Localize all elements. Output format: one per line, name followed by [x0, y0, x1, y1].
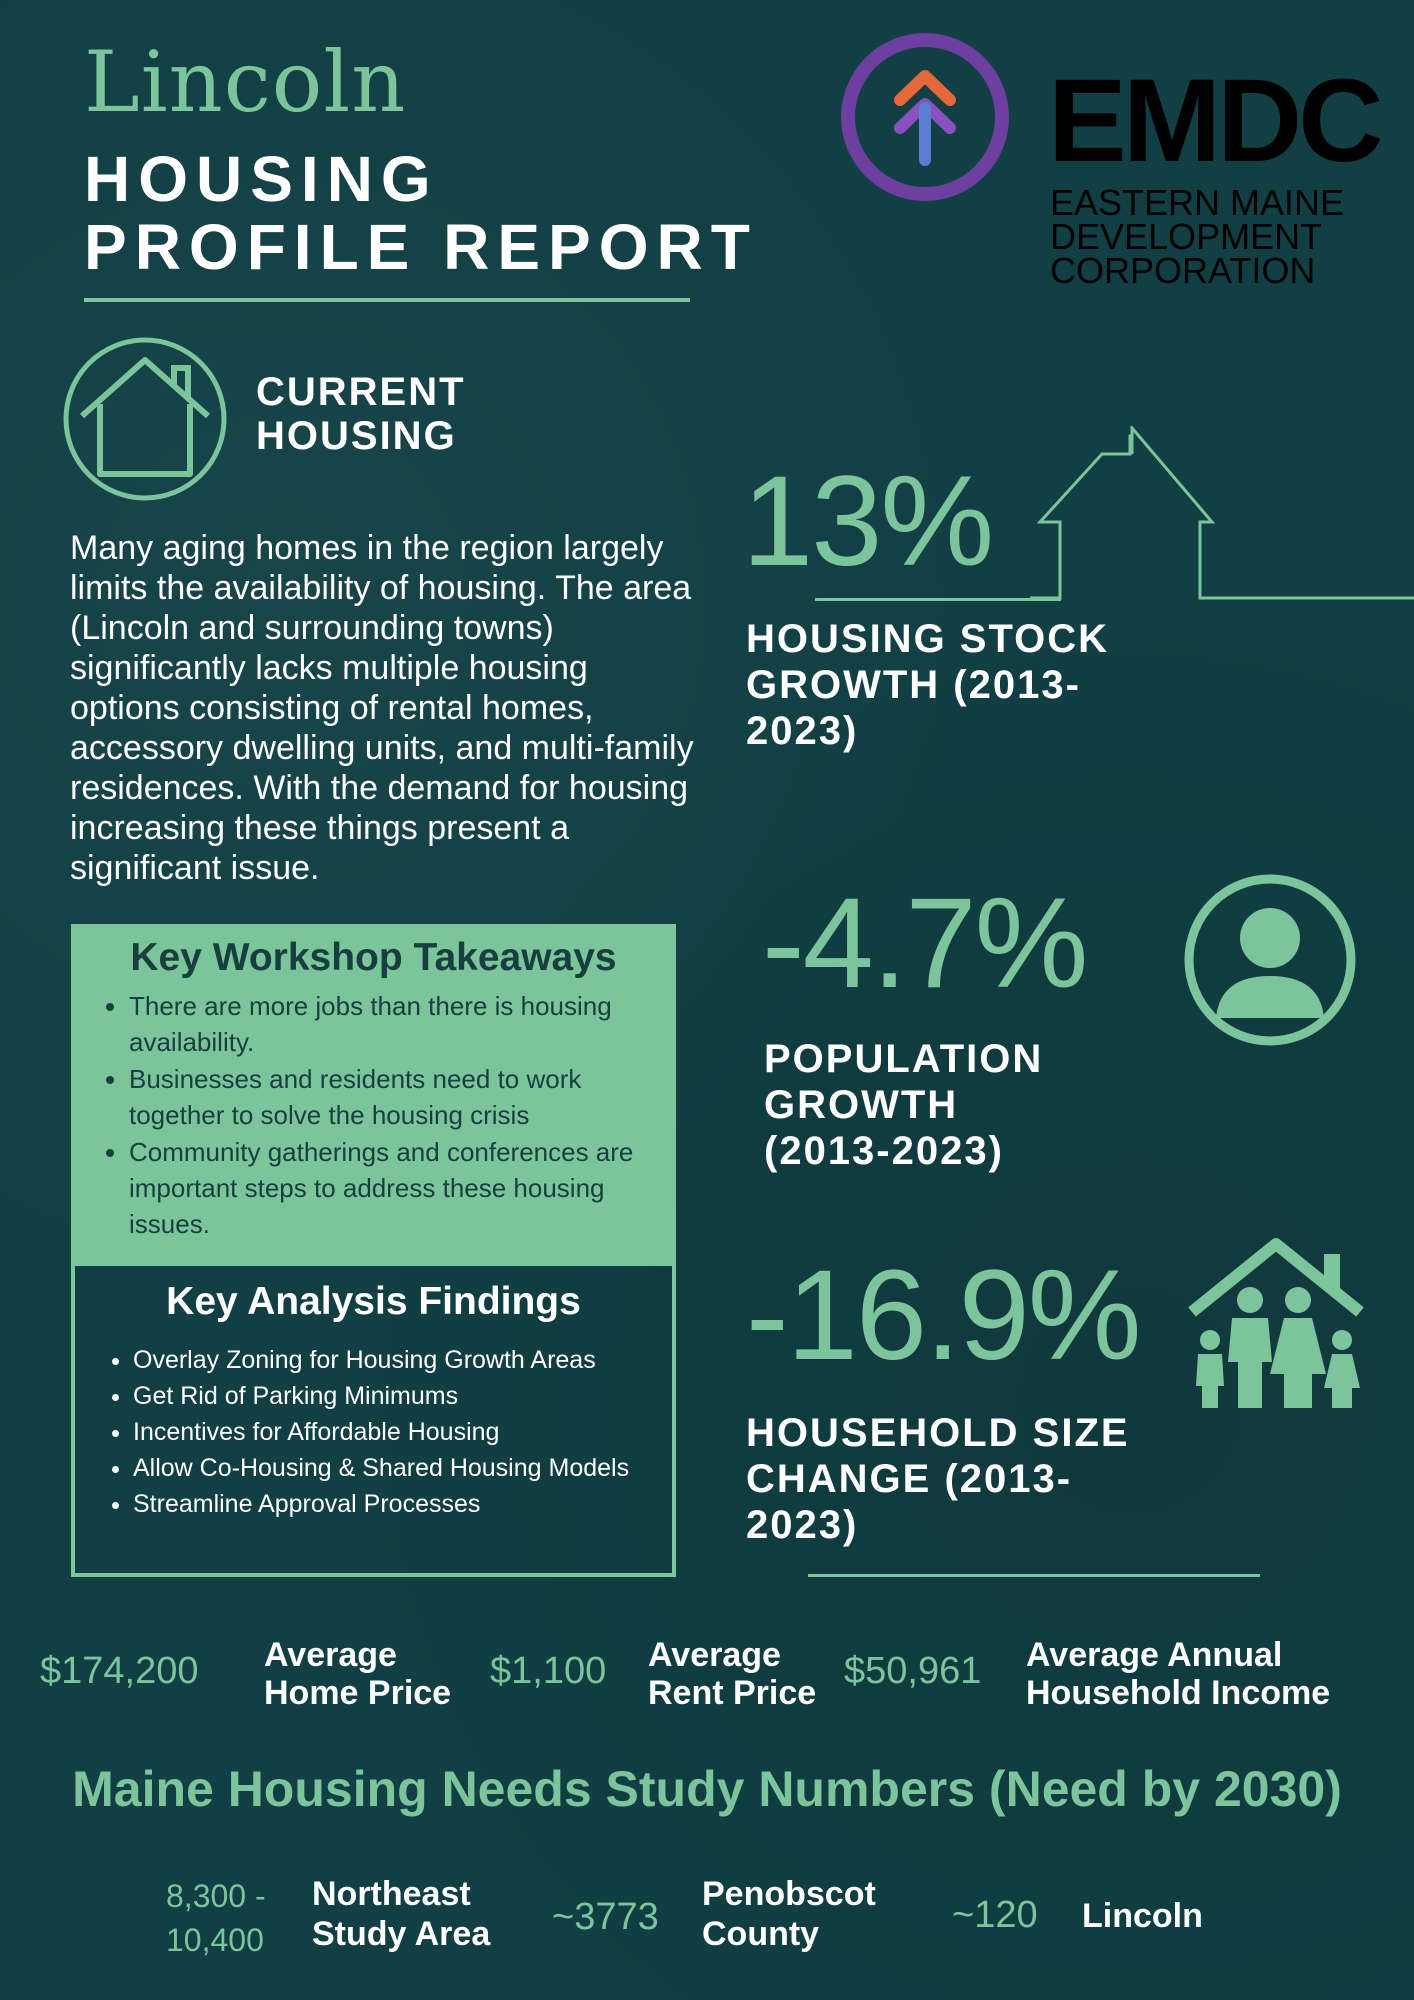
housing-stock-value: 13%	[742, 450, 993, 593]
household-size-label: HOUSEHOLD SIZE CHANGE (2013-2023)	[746, 1411, 1130, 1547]
logo-wordmark: EMDC	[1048, 55, 1380, 187]
household-size-value: -16.9%	[746, 1244, 1140, 1387]
northeast-need-label: Northeast Study Area	[312, 1875, 491, 1953]
analysis-findings-box	[71, 1262, 676, 1577]
stats-divider	[808, 1574, 1260, 1577]
stat-underline	[815, 598, 1061, 601]
population-value: -4.7%	[762, 872, 1087, 1015]
title-divider	[84, 298, 690, 302]
home-price-value: $174,200	[40, 1650, 199, 1692]
northeast-need-value: 8,300 - 10,400	[166, 1878, 266, 1958]
workshop-title: Key Workshop Takeaways	[130, 936, 617, 979]
current-housing-heading: CURRENT HOUSING	[256, 370, 466, 458]
lincoln-need-value: ~120	[952, 1894, 1038, 1936]
income-label: Average Annual Household Income	[1026, 1636, 1331, 1712]
person-circle-icon	[1182, 872, 1358, 1048]
analysis-item: • Streamline Approval Processes	[133, 1486, 644, 1522]
house-line-icon	[1030, 426, 1414, 602]
town-name: Lincoln	[84, 33, 407, 131]
workshop-item: • Community gatherings and conferences are important steps to address these housing issues.	[129, 1134, 648, 1242]
penobscot-need-label: Penobscot County	[702, 1875, 876, 1953]
workshop-takeaways-box	[71, 924, 676, 1264]
house-outline-icon	[60, 334, 230, 504]
rent-price-value: $1,100	[490, 1650, 607, 1692]
emdc-logo-icon	[838, 30, 1012, 204]
logo-subtitle: EASTERN MAINE DEVELOPMENT CORPORATION	[1050, 182, 1345, 291]
lincoln-need-label: Lincoln	[1082, 1897, 1203, 1935]
home-price-label: Average Home Price	[264, 1636, 452, 1712]
income-value: $50,961	[844, 1650, 982, 1692]
rent-price-label: Average Rent Price	[648, 1636, 817, 1712]
analysis-title: Key Analysis Findings	[166, 1280, 581, 1323]
analysis-item: • Overlay Zoning for Housing Growth Areas	[133, 1342, 644, 1378]
needs-study-title: Maine Housing Needs Study Numbers (Need by 2030)	[72, 1761, 1342, 1817]
housing-stock-label: HOUSING STOCK GROWTH (2013-2023)	[746, 617, 1110, 753]
report-title: HOUSING PROFILE REPORT	[84, 143, 758, 283]
analysis-item: • Incentives for Affordable Housing	[133, 1414, 644, 1450]
family-house-icon	[1186, 1238, 1366, 1414]
workshop-item: • Businesses and residents need to work together to solve the housing crisis	[129, 1061, 648, 1133]
population-label: POPULATION GROWTH (2013-2023)	[764, 1037, 1044, 1173]
penobscot-need-value: ~3773	[552, 1896, 659, 1938]
analysis-item: • Allow Co-Housing & Shared Housing Models	[133, 1450, 644, 1486]
analysis-item: • Get Rid of Parking Minimums	[133, 1378, 644, 1414]
workshop-item: • There are more jobs than there is housing availability.	[129, 988, 648, 1060]
current-housing-body: Many aging homes in the region largely limits the availability of housing. The area (Lincoln and surrounding towns) significantly lacks multiple housing options consisting of rental homes, accessory dwelling units, and multi-family residences. With the demand for housing increasing these things present a significant issue.	[70, 529, 694, 887]
